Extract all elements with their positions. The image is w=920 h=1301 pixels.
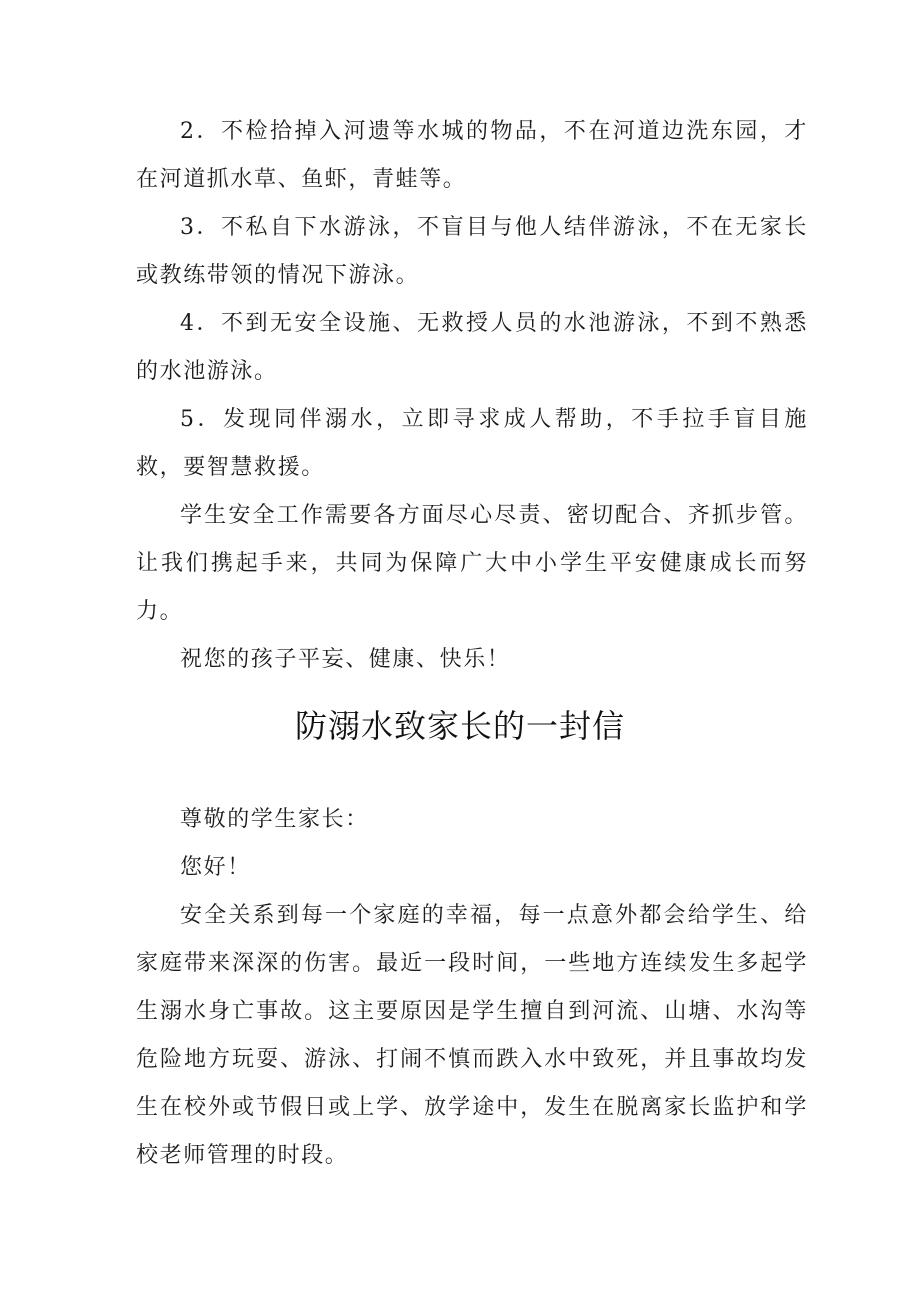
greeting: 您好！ xyxy=(180,855,251,880)
body-paragraph: 安全关系到每一个家庭的幸福，每一点意外都会给学生、给家庭带来深深的伤害。最近一段时间，一些地方连续发生多起学生溺水身亡事故。这主要原因是学生擅自到河流、山塘、水沟等危险地方玩耍、游泳、打闹不慎而跌入水中致死，并且事故均发生在校外或节假日或上学、放学途中，发生在脱离家长监护和学校老师管理的时段。 xyxy=(136,903,808,1168)
letter-title: 防溺水致家长的一封信 xyxy=(294,707,625,745)
previous-letter-continuation xyxy=(136,108,808,684)
salutation: 尊敬的学生家长： xyxy=(180,807,369,832)
safety-item-2: 2．不检拾掉入河遗等水城的物品，不在河道边洗东园，才在河道抓水草、鱼虾，青蛙等。 xyxy=(136,119,808,192)
blessing-line: 祝您的孩子平妄、健康、快乐！ xyxy=(180,647,511,672)
letter-body xyxy=(136,796,808,1180)
closing-paragraph: 学生安全工作需要各方面尽心尽责、密切配合、齐抓步管。让我们携起手来，共同为保障广大中小学生平安健康成长而努力。 xyxy=(136,503,808,624)
safety-item-5: 5．发现同伴溺水，立即寻求成人帮助，不手拉手盲目施救，要智慧救援。 xyxy=(136,407,808,480)
safety-item-4: 4．不到无安全设施、无救授人员的水池游泳，不到不熟悉的水池游泳。 xyxy=(136,311,808,384)
safety-item-3: 3．不私自下水游泳，不盲目与他人结伴游泳，不在无家长或教练带领的情况下游泳。 xyxy=(136,215,808,288)
